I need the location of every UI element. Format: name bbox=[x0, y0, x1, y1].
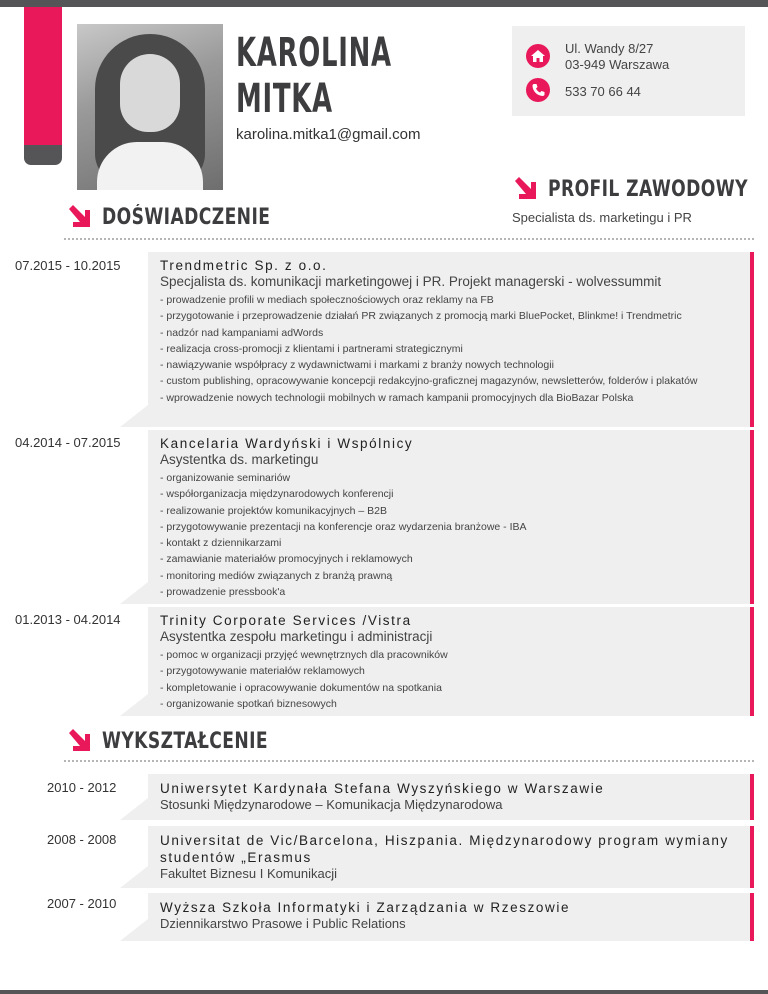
job-role: Asystentka ds. marketingu bbox=[160, 452, 319, 467]
company-name: Trendmetric Sp. z o.o. bbox=[160, 258, 328, 273]
experience-card bbox=[148, 430, 754, 604]
company-name: Kancelaria Wardyński i Wspólnicy bbox=[160, 436, 414, 451]
experience-title: DOŚWIADCZENIE bbox=[102, 204, 271, 230]
field-of-study: Stosunki Międzynarodowe – Komunikacja Międzynarodowa bbox=[160, 797, 503, 812]
education-card bbox=[148, 893, 754, 941]
divider bbox=[64, 238, 754, 240]
experience-card bbox=[148, 607, 754, 716]
list-item: - realizacja cross-promocji z klientami i partnerami strategicznymi bbox=[160, 342, 463, 355]
last-name: MITKA bbox=[236, 76, 333, 122]
list-item: - przygotowywanie materiałów reklamowych bbox=[160, 665, 365, 678]
divider bbox=[64, 760, 754, 762]
arrow-down-right-icon bbox=[512, 176, 538, 202]
bottom-bar bbox=[0, 990, 768, 994]
accent-strip-cap bbox=[24, 145, 62, 165]
profile-heading bbox=[512, 176, 768, 202]
card-accent-bar bbox=[750, 252, 754, 427]
education-dates: 2007 - 2010 bbox=[47, 896, 117, 911]
list-item: - przygotowanie i przeprowadzenie działań PR związanych z promocją marki BluePocket, Blinkme! i Trendmetric bbox=[160, 310, 682, 323]
phone-icon bbox=[526, 78, 550, 102]
list-item: - prowadzenie profili w mediach społecznościowych oraz reklamy na FB bbox=[160, 294, 494, 306]
field-of-study: Fakultet Biznesu I Komunikacji bbox=[160, 866, 338, 881]
list-item: - wprowadzenie nowych technologii mobilnych w ramach kampanii promocyjnych dla BioBazar Polska bbox=[160, 391, 634, 404]
full-name bbox=[236, 30, 392, 122]
card-accent-bar bbox=[750, 430, 754, 604]
list-item: - prowadzenie pressbook'a bbox=[160, 586, 286, 599]
card-accent-bar bbox=[750, 607, 754, 716]
contact-box bbox=[512, 26, 745, 116]
education-dates: 2010 - 2012 bbox=[47, 780, 117, 795]
list-item: - przygotowywanie prezentacji na konferencje oraz wydarzenia branżowe - IBA bbox=[160, 520, 527, 533]
profile-subtitle: Specialista ds. marketingu i PR bbox=[512, 210, 692, 225]
profile-title: PROFIL ZAWODOWY bbox=[548, 176, 748, 202]
duties-list bbox=[160, 470, 740, 600]
list-item: - kompletowanie i opracowywanie dokumentów na spotkania bbox=[160, 681, 442, 694]
first-name: KAROLINA bbox=[236, 30, 392, 76]
experience-dates: 07.2015 - 10.2015 bbox=[15, 258, 121, 273]
experience-card bbox=[148, 252, 754, 427]
address bbox=[565, 41, 669, 73]
job-role: Specjalista ds. komunikacji marketingowej i PR. Projekt managerski - wolvessummit bbox=[160, 274, 662, 289]
education-card bbox=[148, 774, 754, 820]
top-bar bbox=[0, 0, 768, 7]
duties-list bbox=[160, 292, 740, 406]
list-item: - nawiązywanie współpracy z wydawnictwami i markami z branży nowych technologii bbox=[160, 359, 554, 372]
list-item: - pomoc w organizacji przyjęć wewnętrznych dla pracowników bbox=[160, 649, 448, 661]
education-dates: 2008 - 2008 bbox=[47, 832, 117, 847]
arrow-down-right-icon bbox=[66, 728, 92, 754]
list-item: - monitoring mediów związanych z branżą prawną bbox=[160, 569, 393, 582]
school-name: Universitat de Vic/Barcelona, Hiszpania. Międzynarodowy program wymiany studentów „Erasmus bbox=[160, 833, 729, 865]
arrow-down-right-icon bbox=[66, 204, 92, 230]
duties-list bbox=[160, 647, 740, 712]
education-title: WYKSZTAŁCENIE bbox=[102, 728, 268, 754]
list-item: - organizowanie seminariów bbox=[160, 472, 291, 484]
card-accent-bar bbox=[750, 893, 754, 941]
phone-number[interactable]: 533 70 66 44 bbox=[565, 84, 641, 99]
list-item: - organizowanie spotkań biznesowych bbox=[160, 697, 337, 710]
company-name: Trinity Corporate Services /Vistra bbox=[160, 613, 412, 628]
profile-photo bbox=[77, 24, 223, 190]
list-item: - zamawianie materiałów promocyjnych i reklamowych bbox=[160, 553, 413, 566]
experience-dates: 01.2013 - 04.2014 bbox=[15, 612, 121, 627]
list-item: - nadzór nad kampaniami adWords bbox=[160, 326, 324, 339]
list-item: - custom publishing, opracowywanie koncepcji redakcyjno-graficznej magazynów, newsletterów, folderów i plakatów bbox=[160, 375, 698, 388]
education-heading bbox=[66, 728, 315, 754]
job-role: Asystentka zespołu marketingu i administracji bbox=[160, 629, 433, 644]
school-name: Wyższa Szkoła Informatyki i Zarządzania w Rzeszowie bbox=[160, 900, 571, 915]
home-icon bbox=[526, 44, 550, 68]
address-line2: 03-949 Warszawa bbox=[565, 57, 670, 72]
education-card bbox=[148, 826, 754, 888]
list-item: - kontakt z dziennikarzami bbox=[160, 537, 282, 550]
card-accent-bar bbox=[750, 826, 754, 888]
list-item: - współorganizacja międzynarodowych konferencji bbox=[160, 488, 394, 501]
list-item: - realizowanie projektów komunikacyjnych – B2B bbox=[160, 504, 388, 517]
school-name: Uniwersytet Kardynała Stefana Wyszyńskiego w Warszawie bbox=[160, 781, 605, 796]
accent-strip bbox=[24, 7, 62, 157]
card-accent-bar bbox=[750, 774, 754, 820]
email-address[interactable]: karolina.mitka1@gmail.com bbox=[236, 126, 421, 143]
experience-heading bbox=[66, 204, 318, 230]
address-line1: Ul. Wandy 8/27 bbox=[565, 41, 654, 56]
experience-dates: 04.2014 - 07.2015 bbox=[15, 435, 121, 450]
field-of-study: Dziennikarstwo Prasowe i Public Relations bbox=[160, 916, 406, 931]
